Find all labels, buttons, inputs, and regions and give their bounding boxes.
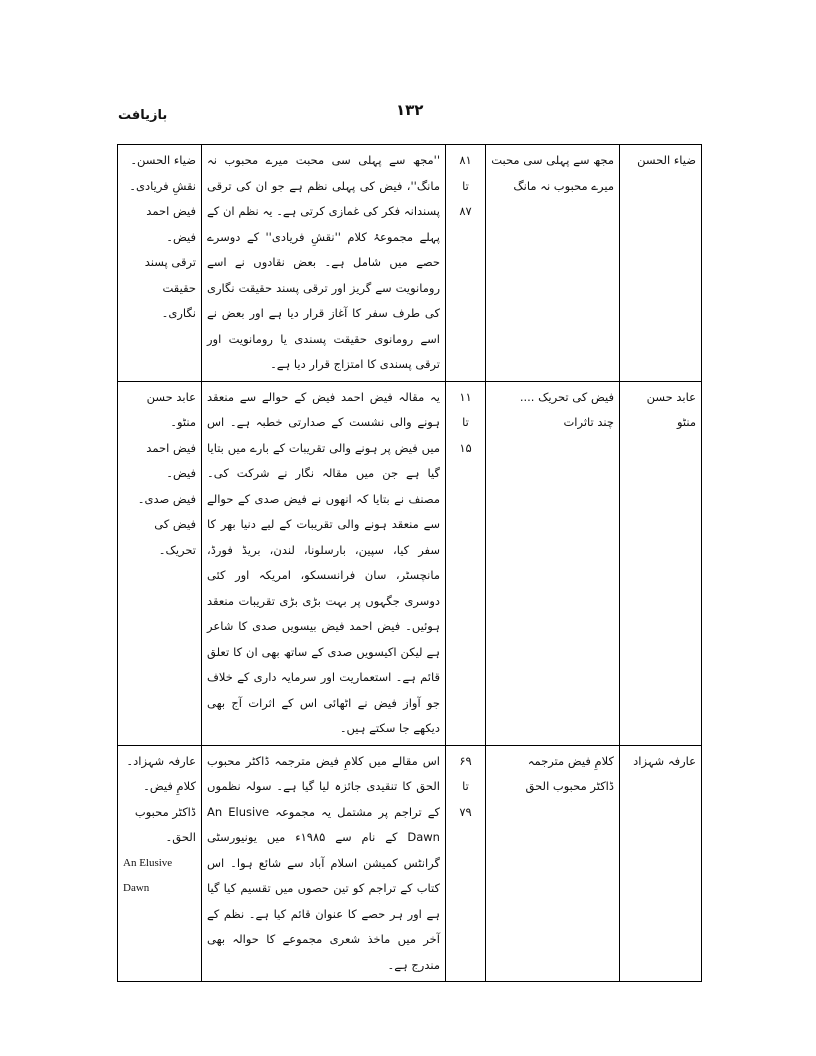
summary-text: اس مقالے میں کلامِ فیض مترجمہ ڈاکٹر محبوب الحق کا تنقیدی جائزہ لیا گیا ہے۔ سولہ نظموں کے تراجم پر مشتمل یہ مجموعہ An Elusive Dawn کے نام سے ۱۹۸۵ء میں یونیورسٹی گرانٹس کمیشن اسلام آباد سے شائع ہوا۔ اس کتاب کے تراجم کو تین حصوں میں تقسیم کیا گیا ہے اور ہر حصے کا عنوان قائم کیا ہے۔ نظم کے آخر میں ماخذ شعری مجموعے کا حوالہ بھی مندرج ہے۔ [207,753,440,972]
page-range-separator: تا [462,178,469,193]
title-line: مجھ سے پہلی سی محبت [491,153,614,167]
page-range-separator: تا [462,415,469,429]
title-cell [486,745,620,982]
page-end: ۸۷ [459,204,472,218]
table-row [118,381,702,745]
keyword: عارفہ شہزاد۔ [126,753,196,768]
keyword: ترقی پسند حقیقت [144,255,196,295]
page-range-separator: تا [462,779,469,793]
author-name: عابد حسن منٹو [646,389,696,429]
table-row [118,145,702,382]
keywords-cell [118,381,202,745]
page-end: ۱۵ [459,440,472,455]
keyword: Dawn [123,882,150,894]
page-start: ۶۹ [459,753,472,768]
table-row [118,745,702,982]
keyword: عابد حسن منٹو۔ [146,389,196,429]
keyword: ڈاکٹر محبوب الحق۔ [134,804,196,844]
page-number: ۱۳۲ [396,101,424,119]
keyword: An Elusive [123,856,173,869]
title-line: میرے محبوب نہ مانگ [513,178,614,193]
keyword: نقشِ فریادی۔ [129,178,196,193]
pages-cell [446,145,486,382]
journal-title: بازیافت [118,108,168,123]
summary-text: یہ مقالہ فیض احمد فیض کے حوالے سے منعقد ہونے والی نشست کے صدارتی خطبہ ہے۔ اس میں فیض پر ہونے والی تقریبات کے بارے میں بتایا گیا ہے جن میں مقالہ نگار نے شرکت کی۔ مصنف نے بتایا کہ انھوں نے فیض صدی کے حوالے سے منعقد ہونے والی تقریبات کے لیے دنیا بھر کا سفر کیا، سپین، بارسلونا، لندن، بریڈ فورڈ، مانچسٹر، سان فرانسسکو، امریکہ اور کئی دوسری جگہوں پر بہت بڑی بڑی تقریبات منعقد ہوئیں۔ فیض احمد فیض بیسویں صدی کا شاعر ہے لیکن اکیسویں صدی کے ساتھ بھی ان کا تعلق قائم ہے۔ استعماریت اور سرمایہ داری کے خلاف جو آواز فیض نے اٹھائی اس کے اثرات آج بھی دیکھے جا سکتے ہیں۔ [207,389,440,735]
summary-cell [202,381,446,745]
author-cell [620,381,702,745]
title-cell [486,381,620,745]
keyword: فیض احمد فیض۔ [146,440,196,480]
keywords-cell [118,745,202,982]
summary-text: ''مجھ سے پہلی سی محبت میرے محبوب نہ مانگ''، فیض کی پہلی نظم ہے جو ان کی ترقی پسندانہ فکر کی غمازی کرتی ہے۔ یہ نظم ان کے پہلے مجموعۂ کلام ''نقشِ فریادی'' کے دوسرے حصے میں شامل ہے۔ بعض نقادوں نے اسے رومانویت سے گریز اور ترقی پسند حقیقت نگاری کی طرف سفر کا آغاز قرار دیا ہے اور بعض نے اسے رومانوی حقیقت پسندی یا رومانویت اور ترقی پسندی کا امتزاج قرار دیا ہے۔ [207,153,440,371]
title-line: فیض کی تحریک .... [519,389,614,404]
title-cell [486,145,620,382]
author-name: عارفہ شہزاد [633,753,696,768]
page-start: ۱۱ [459,389,472,404]
summary-cell [202,745,446,982]
page-end: ۷۹ [459,804,472,819]
keyword: ضیاء الحسن۔ [130,153,196,167]
title-line: کلامِ فیض مترجمہ [527,753,614,768]
keyword: فیض کی تحریک۔ [154,517,196,557]
bibliography-table [117,144,702,982]
keyword: فیض صدی۔ [137,491,196,506]
author-cell [620,745,702,982]
pages-cell [446,381,486,745]
keyword: کلامِ فیض۔ [143,779,196,793]
keywords-cell [118,145,202,382]
author-name: ضیاء الحسن [637,153,696,167]
pages-cell [446,745,486,982]
keyword: نگاری۔ [161,306,196,320]
title-line: ڈاکٹر محبوب الحق [525,779,614,793]
summary-cell [202,145,446,382]
keyword: فیض احمد فیض۔ [146,204,196,244]
author-cell [620,145,702,382]
page-start: ۸۱ [459,153,472,167]
title-line: چند تاثرات [563,415,614,429]
